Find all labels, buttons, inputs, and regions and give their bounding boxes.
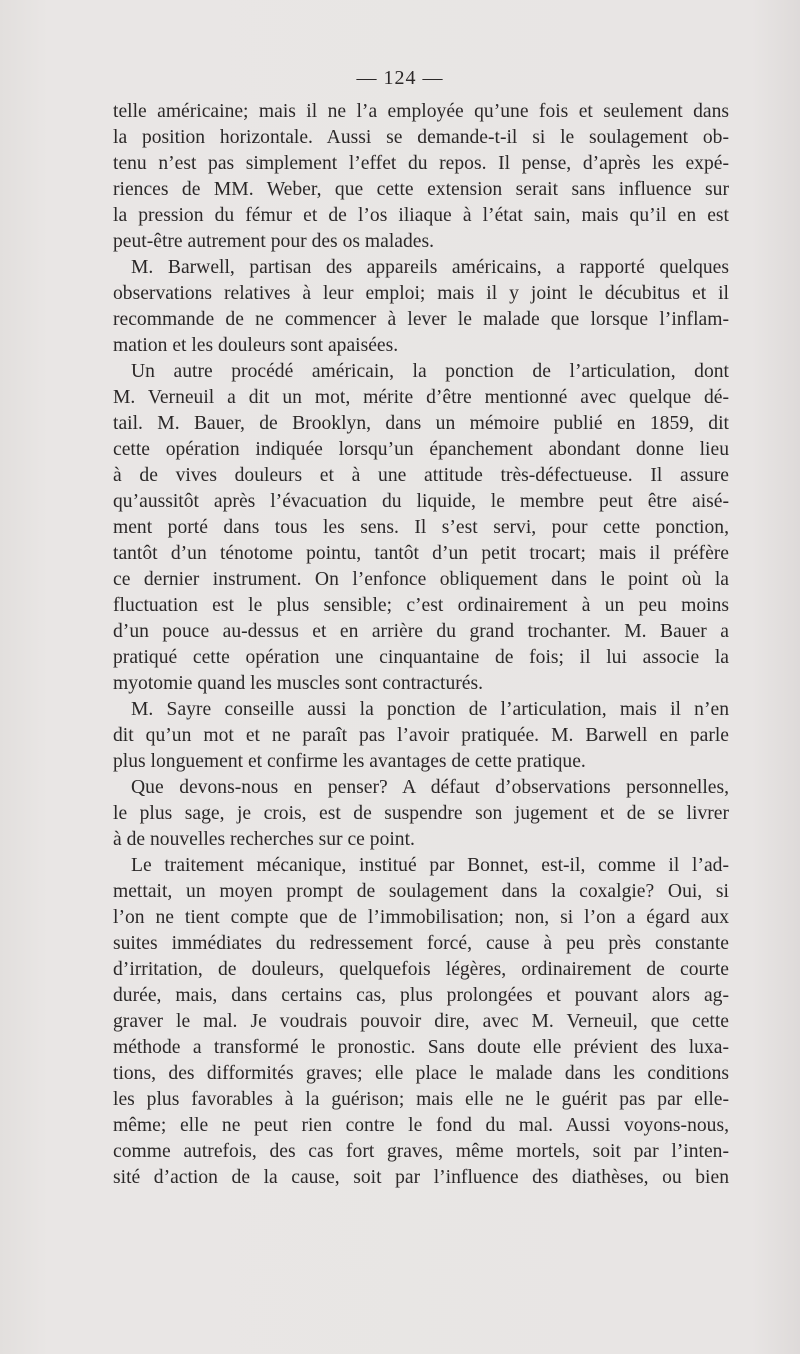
text-line: tail. M. Bauer, de Brooklyn, dans un mémoire publié en 1859, dit [113, 413, 729, 434]
text-line: cette opération indiquée lorsqu’un épanchement abondant donne lieu [113, 439, 729, 460]
text-line: méthode a transformé le pronostic. Sans doute elle prévient des luxa- [113, 1037, 729, 1058]
text-line: l’on ne tient compte que de l’immobilisation; non, si l’on a égard aux [113, 907, 729, 928]
text-line: même; elle ne peut rien contre le fond du mal. Aussi voyons-nous, [113, 1115, 729, 1136]
text-line: telle américaine; mais il ne l’a employée qu’une fois et seulement dans [113, 101, 729, 122]
text-line: qu’aussitôt après l’évacuation du liquide, le membre peut être aisé- [113, 491, 729, 512]
text-line: mation et les douleurs sont apaisées. [113, 335, 399, 356]
text-line: Que devons-nous en penser? A défaut d’observations personnelles, [131, 777, 729, 798]
text-line: pratiqué cette opération une cinquantaine de fois; il lui associe la [113, 647, 729, 668]
text-line: le plus sage, je crois, est de suspendre son jugement et de se livrer [113, 803, 729, 824]
text-line: d’un pouce au-dessus et en arrière du grand trochanter. M. Bauer a [113, 621, 729, 642]
text-line: ce dernier instrument. On l’enfonce obliquement dans le point où la [113, 569, 729, 590]
text-line: riences de MM. Weber, que cette extension serait sans influence sur [113, 179, 729, 200]
text-line: M. Barwell, partisan des appareils américains, a rapporté quelques [131, 257, 729, 278]
text-line: les plus favorables à la guérison; mais elle ne le guérit pas par elle- [113, 1089, 729, 1110]
body-text [113, 99, 729, 1191]
text-line: dit qu’un mot et ne paraît pas l’avoir pratiquée. M. Barwell en parle [113, 725, 729, 746]
text-line: M. Sayre conseille aussi la ponction de l’articulation, mais il n’en [131, 699, 729, 720]
text-line: ment porté dans tous les sens. Il s’est servi, pour cette ponction, [113, 517, 729, 538]
page-number: — 124 — [356, 67, 444, 89]
text-line: d’irritation, de douleurs, quelquefois légères, ordinairement de courte [113, 959, 729, 980]
text-line: fluctuation est le plus sensible; c’est ordinairement à un peu moins [113, 595, 729, 616]
text-line: tenu n’est pas simplement l’effet du repos. Il pense, d’après les expé- [113, 153, 729, 174]
text-line: à de vives douleurs et à une attitude très-défectueuse. Il assure [113, 465, 729, 486]
text-line: plus longuement et confirme les avantages de cette pratique. [113, 751, 586, 772]
text-line: sité d’action de la cause, soit par l’influence des diathèses, ou bien [113, 1167, 729, 1188]
text-line: tions, des difformités graves; elle place le malade dans les conditions [113, 1063, 729, 1084]
text-line: observations relatives à leur emploi; mais il y joint le décubitus et il [113, 283, 729, 304]
text-line: à de nouvelles recherches sur ce point. [113, 829, 415, 850]
text-line: Le traitement mécanique, institué par Bonnet, est-il, comme il l’ad- [131, 855, 729, 876]
text-line: suites immédiates du redressement forcé, cause à peu près constante [113, 933, 729, 954]
text-line: comme autrefois, des cas fort graves, même mortels, soit par l’inten- [113, 1141, 729, 1162]
text-line: graver le mal. Je voudrais pouvoir dire, avec M. Verneuil, que cette [113, 1011, 729, 1032]
text-line: mettait, un moyen prompt de soulagement dans la coxalgie? Oui, si [113, 881, 729, 902]
text-line: M. Verneuil a dit un mot, mérite d’être mentionné avec quelque dé- [113, 387, 729, 408]
text-line: la position horizontale. Aussi se demande-t-il si le soulagement ob- [113, 127, 729, 148]
text-line: myotomie quand les muscles sont contracturés. [113, 673, 484, 694]
text-line: durée, mais, dans certains cas, plus prolongées et pouvant alors ag- [113, 985, 729, 1006]
text-line: Un autre procédé américain, la ponction de l’articulation, dont [131, 361, 729, 382]
text-line: peut-être autrement pour des os malades. [113, 231, 435, 252]
text-line: tantôt d’un ténotome pointu, tantôt d’un petit trocart; mais il préfère [113, 543, 729, 564]
text-line: recommande de ne commencer à lever le malade que lorsque l’inflam- [113, 309, 729, 330]
text-line: la pression du fémur et de l’os iliaque à l’état sain, mais qu’il en est [113, 205, 729, 226]
